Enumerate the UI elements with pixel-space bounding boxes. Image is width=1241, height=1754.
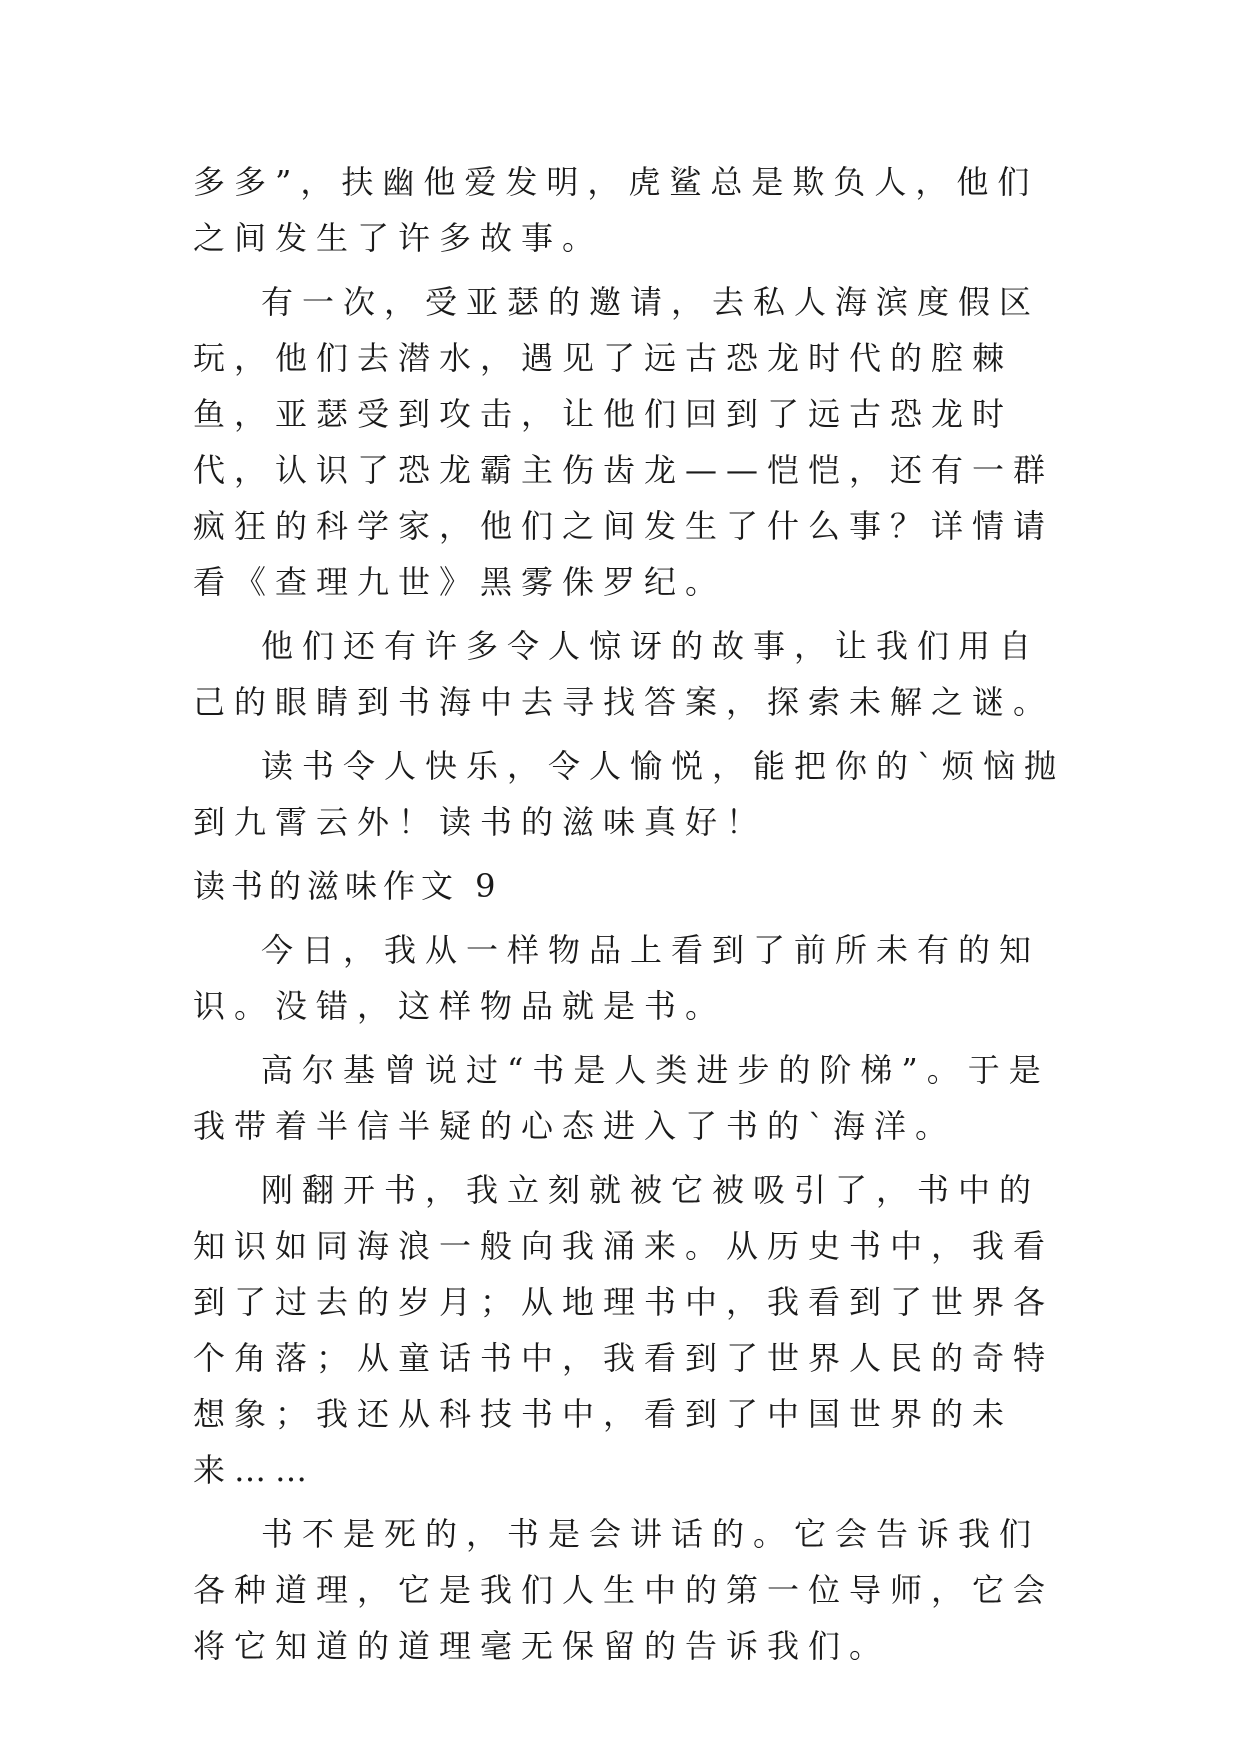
paragraph-2: 有一次，受亚瑟的邀请，去私人海滨度假区玩，他们去潜水，遇见了远古恐龙时代的腔棘鱼，亚瑟受到攻击，让他们回到了远古恐龙时代，认识了恐龙霸主伤齿龙——恺恺，还有一群疯狂的科学家，他们之间发生了什么事？详情请看《查理九世》黑雾侏罗纪。 [193,283,1055,601]
paragraph-1: 多多”，扶幽他爱发明，虎鲨总是欺负人，他们之间发生了许多故事。 [193,163,1039,257]
paragraph-4: 读书令人快乐，令人愉悦，能把你的`烦恼抛到九霄云外！读书的滋味真好！ [193,747,1066,841]
section-heading: 读书的滋味作文 9 [193,867,502,905]
paragraph-6: 高尔基曾说过“书是人类进步的阶梯”。于是我带着半信半疑的心态进入了书的`海洋。 [193,1051,1050,1145]
paragraph-5: 今日，我从一样物品上看到了前所未有的知识。没错，这样物品就是书。 [193,931,1041,1025]
paragraph-8: 书不是死的，书是会讲话的。它会告诉我们各种道理，它是我们人生中的第一位导师，它会将它知道的道理毫无保留的告诉我们。 [193,1515,1055,1665]
paragraph-3: 他们还有许多令人惊讶的故事，让我们用自己的眼睛到书海中去寻找答案，探索未解之谜。 [193,627,1055,721]
document-body [193,154,1073,1682]
paragraph-7: 刚翻开书，我立刻就被它被吸引了，书中的知识如同海浪一般向我涌来。从历史书中，我看到了过去的岁月；从地理书中，我看到了世界各个角落；从童话书中，我看到了世界人民的奇特想象；我还从科技书中，看到了中国世界的未来…… [193,1171,1055,1489]
